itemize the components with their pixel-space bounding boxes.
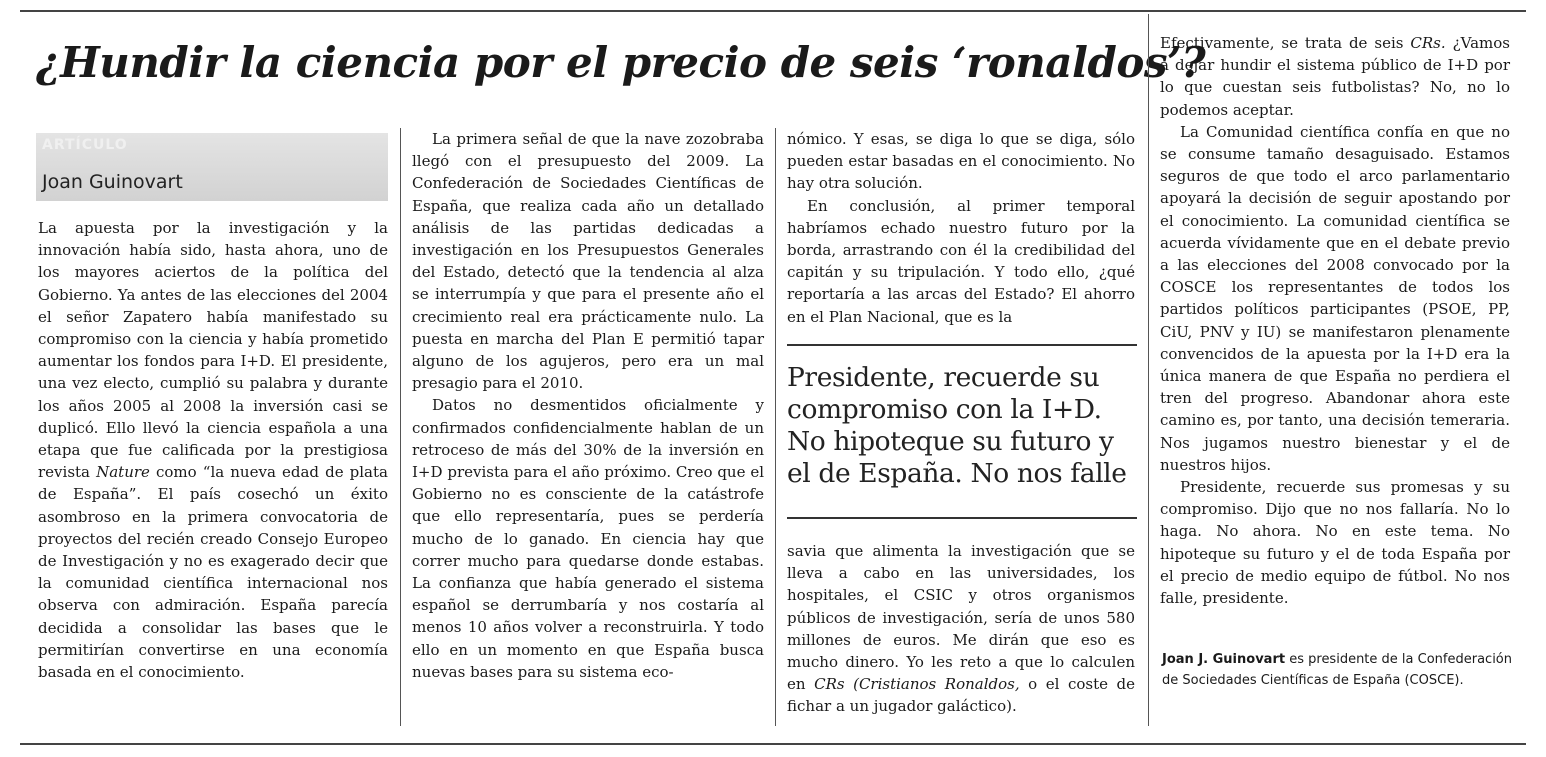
section-tag: ARTÍCULO (42, 137, 128, 153)
bio-name: Joan J. Guinovart (1162, 652, 1286, 667)
paragraph-text: La apuesta por la investigación y la innovación había sido, hasta ahora, uno de los mayores aciertos de la política del Gobierno. Ya antes de las elecciones del 2004 el señor Zapatero había manifestado su compromiso con la ciencia y había prometido aumentar los fondos para I+D. El presidente, una vez electo, cumplió su palabra y durante los años 2005 al 2008 la inversión casi se duplicó. Ello llevó la ciencia española a una etapa que fue calificada por la prestigiosa revista (38, 219, 388, 482)
column-divider-3 (1148, 14, 1149, 726)
article-column-3-bottom (787, 540, 1135, 718)
author-bio (1162, 649, 1512, 691)
top-rule (20, 10, 1526, 12)
paragraph-text: como “la nueva edad de plata de España”. El país cosechó un éxito asombroso en la primera convocatoria de proyectos del recién creado Consejo Europeo de Investigación y no es exagerado decir que la comunidad científica internacional nos observa con admiración. España parecía decidida a consolidar las bases que le permitirían convertirse en una economía basada en el conocimiento. (38, 463, 388, 682)
emphasis-text: CRs (Cristianos Ronaldos, (814, 675, 1020, 694)
paragraph (1160, 32, 1510, 121)
paragraph: La primera señal de que la nave zozobraba llegó con el presupuesto del 2009. La Confederación de Sociedades Científicas de España, que realiza cada año un detallado análisis de las partidas dedicadas a investigación en los Presupuestos Generales del Estado, detectó que la tendencia al alza se interrumpía y que para el presente año el crecimiento real era prácticamente nulo. La puesta en marcha del Plan E permitió tapar alguno de los agujeros, pero era un mal presagio para el 2010. (412, 130, 764, 393)
emphasis-text: CRs. (1410, 34, 1446, 52)
pull-quote: Presidente, recuerde su compromiso con la I+D. No hipoteque su futuro y el de España. No nos falle (787, 362, 1127, 489)
paragraph-text: o el coste de fichar a un jugador galáctico). (787, 675, 1135, 716)
paragraph-text: savia que alimenta la investigación que se lleva a cabo en las universidades, los hospitales, el CSIC y otros organismos públicos de investigación, sería de unos 580 millones de euros. Me dirán que eso es mucho dinero. Yo les reto a que lo calculen en (787, 542, 1135, 694)
headline: ¿Hundir la ciencia por el precio de seis ‘ronaldos’? (36, 38, 1206, 87)
paragraph-text: Efectivamente, se trata de seis (1160, 34, 1404, 52)
bottom-rule (20, 743, 1526, 745)
author-box (36, 133, 388, 201)
publication-name: Nature (96, 463, 150, 482)
pull-quote-bottom-rule (787, 517, 1137, 519)
article-column-4 (1160, 32, 1510, 609)
paragraph (38, 217, 388, 683)
article-column-1 (38, 217, 388, 683)
column-divider-2 (775, 128, 776, 726)
column-divider-1 (400, 128, 401, 726)
paragraph: En conclusión, al primer temporal habríamos echado nuestro futuro por la borda, arrastrando con él la credibilidad del capitán y su tripulación. Y todo ello, ¿qué reportaría a las arcas del Estado? El ahorro en el Plan Nacional, que es la (787, 196, 1135, 326)
paragraph-text: ¿Vamos a dejar hundir el sistema público de I+D por lo que cuestan seis futbolistas? No, no lo podemos aceptar. (1160, 34, 1510, 119)
author-name: Joan Guinovart (42, 171, 183, 193)
paragraph: Datos no desmentidos oficialmente y confirmados confidencialmente hablan de un retroceso de más del 30% de la inversión en I+D prevista para el año próximo. Creo que el Gobierno no es consciente de la catástrofe que ello representaría, pues se perdería mucho de lo ganado. En ciencia hay que correr mucho para quedarse donde estabas. La confianza que había generado el sistema español se derrumbaría y nos costaría al menos 10 años volver a reconstruirla. Y todo ello en un momento en que España busca nuevas bases para su sistema eco- (412, 396, 764, 681)
bio-text: es presidente de la Confederación de Sociedades Científicas de España (COSCE). (1162, 652, 1513, 688)
paragraph: nómico. Y esas, se diga lo que se diga, sólo pueden estar basadas en el conocimiento. No hay otra solución. (787, 130, 1135, 193)
paragraph (787, 540, 1135, 718)
article-column-3-top (787, 128, 1135, 328)
pull-quote-top-rule (787, 344, 1137, 346)
paragraph: La Comunidad científica confía en que no se consume tamaño desaguisado. Estamos seguros de que todo el arco parlamentario apoyará la decisión de seguir apostando por el conocimiento. La comunidad científica se acuerda vívidamente que en el debate previo a las elecciones del 2008 convocado por la COSCE los representantes de todos los partidos políticos participantes (PSOE, PP, CiU, PNV y IU) se manifestaron plenamente convencidos de la apuesta por la I+D era la única manera de que España no perdiera el tren del progreso. Abandonar ahora este camino es, por tanto, una decisión temeraria. Nos jugamos nuestro bienestar y el de nuestros hijos. (1160, 122, 1510, 474)
article-column-2 (412, 128, 764, 683)
paragraph: Presidente, recuerde sus promesas y su compromiso. Dijo que no nos fallaría. No lo haga. No ahora. No en este tema. No hipoteque su futuro y el de toda España por el precio de medio equipo de fútbol. No nos falle, presidente. (1160, 478, 1510, 608)
